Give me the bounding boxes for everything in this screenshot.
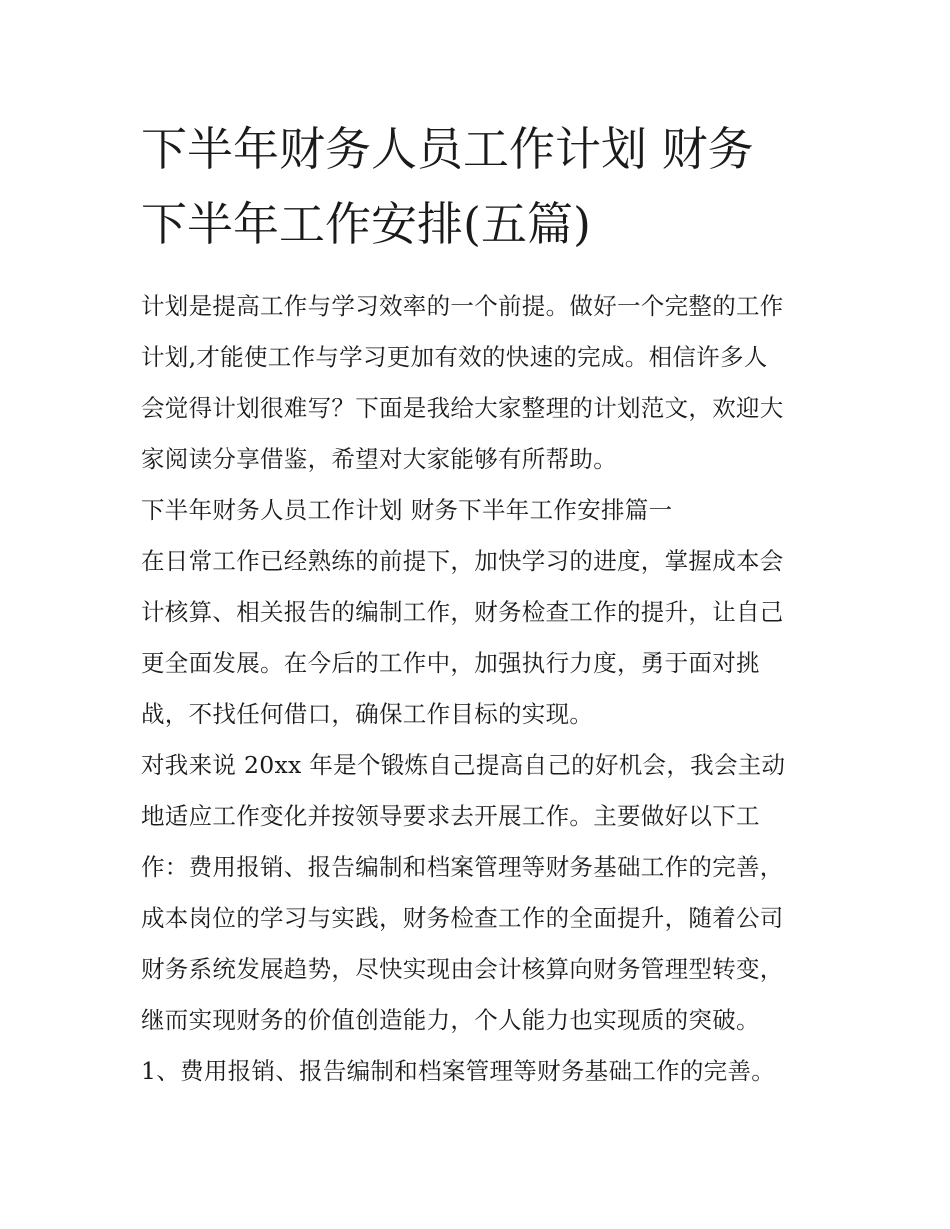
intro-line: 计划,才能使工作与学习更加有效的快速的完成。相信许多人 [141, 343, 768, 371]
title-line: 下半年工作安排(五篇) [141, 197, 591, 251]
paragraph-line: 对我来说 20xx 年是个锻炼自己提高自己的好机会，我会主动 [141, 751, 786, 779]
paragraph-line: 计核算、相关报告的编制工作，财务检查工作的提升，让自己 [141, 598, 784, 626]
title-line: 下半年财务人员工作计划 财务 [141, 122, 754, 176]
paragraph-line: 在日常工作已经熟练的前提下，加快学习的进度，掌握成本会 [141, 547, 784, 575]
paragraph-line: 战，不找任何借口，确保工作目标的实现。 [141, 700, 594, 728]
intro-paragraph [141, 281, 821, 485]
section-heading: 下半年财务人员工作计划 财务下半年工作安排篇一 [141, 496, 673, 524]
body-paragraph-2 [141, 740, 821, 1046]
paragraph-line: 成本岗位的学习与实践，财务检查工作的全面提升，随着公司 [141, 904, 784, 932]
document-title [141, 112, 821, 262]
paragraph-line: 继而实现财务的价值创造能力，个人能力也实现质的突破。 [141, 1006, 760, 1034]
document-page [141, 112, 821, 1097]
paragraph-line: 更全面发展。在今后的工作中，加强执行力度，勇于面对挑 [141, 649, 760, 677]
paragraph-line: 地适应工作变化并按领导要求去开展工作。主要做好以下工 [141, 802, 760, 830]
body-paragraph-1 [141, 536, 821, 740]
intro-line: 家阅读分享借鉴，希望对大家能够有所帮助。 [141, 445, 617, 473]
list-item-1: 1、费用报销、报告编制和档案管理等财务基础工作的完善。 [141, 1057, 776, 1085]
intro-line: 会觉得计划很难写？下面是我给大家整理的计划范文，欢迎大 [141, 394, 784, 422]
paragraph-line: 财务系统发展趋势，尽快实现由会计核算向财务管理型转变， [141, 955, 784, 983]
intro-line: 计划是提高工作与学习效率的一个前提。做好一个完整的工作 [141, 292, 784, 320]
paragraph-line: 作：费用报销、报告编制和档案管理等财务基础工作的完善， [141, 853, 784, 881]
